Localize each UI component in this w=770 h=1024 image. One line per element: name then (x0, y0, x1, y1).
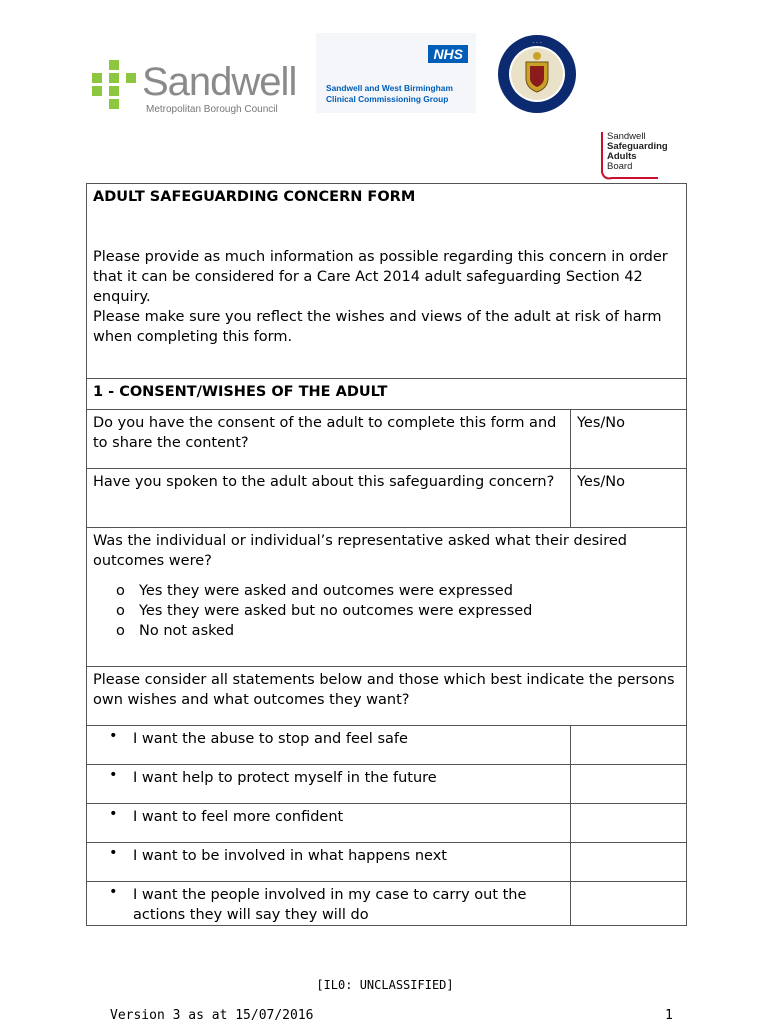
spoken-question-row (87, 469, 687, 528)
outcome-option[interactable] (93, 581, 680, 601)
statement-check-cell[interactable] (570, 882, 686, 926)
nhs-badge: NHS (428, 45, 468, 63)
spoken-question: Have you spoken to the adult about this safeguarding concern? (93, 474, 555, 490)
sandwell-council-logo (92, 60, 307, 120)
section-1-heading: 1 - CONSENT/WISHES OF THE ADULT (93, 384, 388, 400)
statement-row (87, 765, 687, 804)
intro-row (87, 184, 687, 379)
bullet-icon: • (109, 845, 118, 861)
nhs-ccg-logo (316, 33, 476, 113)
sab-logo-text (607, 132, 668, 172)
form-title: ADULT SAFEGUARDING CONCERN FORM (93, 189, 416, 205)
intro-paragraph-2: Please make sure you reflect the wishes and views of the adult at risk of harm when completing this form. (93, 309, 662, 345)
wishes-intro-row (87, 667, 687, 726)
statement-check-cell[interactable] (570, 765, 686, 804)
version-label: Version 3 as at 15/07/2016 (110, 1008, 314, 1023)
statement-text: I want the abuse to stop and feel safe (133, 731, 408, 747)
consent-answer-field[interactable]: Yes/No (576, 415, 625, 431)
outcomes-question-row (87, 528, 687, 667)
option-marker-icon: o (116, 583, 125, 599)
sab-line2: Safeguarding (607, 141, 668, 152)
statement-text: I want to be involved in what happens next (133, 848, 447, 864)
sandwell-grid-icon (92, 60, 136, 112)
sab-line3: Adults (607, 151, 637, 162)
statement-row (87, 843, 687, 882)
concern-form-table (86, 183, 687, 926)
statement-check-cell[interactable] (570, 726, 686, 765)
west-midlands-police-crest-icon (497, 34, 577, 114)
option-label: Yes they were asked but no outcomes were expressed (139, 603, 533, 619)
outcomes-question: Was the individual or individual’s representative asked what their desired outcomes were? (93, 533, 627, 569)
outcome-option[interactable] (93, 601, 680, 621)
option-marker-icon: o (116, 623, 125, 639)
statement-text: I want to feel more confident (133, 809, 344, 825)
sandwell-logo-subtitle: Metropolitan Borough Council (146, 104, 278, 115)
intro-paragraph-1: Please provide as much information as possible regarding this concern in order that it can be considered for a Care Act 2014 adult safeguarding Section 42 enquiry. (93, 249, 668, 305)
bullet-icon: • (109, 728, 118, 744)
statement-row (87, 804, 687, 843)
outcomes-options (93, 581, 680, 641)
statement-row (87, 882, 687, 926)
spoken-answer-field[interactable]: Yes/No (576, 474, 625, 490)
sandwell-logo-name: Sandwell (142, 60, 297, 104)
sab-line1: Sandwell (607, 131, 646, 142)
option-label: No not asked (139, 623, 235, 639)
svg-text:· · ·: · · · (532, 40, 542, 47)
bullet-icon: • (109, 806, 118, 822)
wishes-instruction: Please consider all statements below and those which best indicate the persons own wishes and what outcomes they want? (93, 672, 675, 708)
bullet-icon: • (109, 767, 118, 783)
option-label: Yes they were asked and outcomes were expressed (139, 583, 513, 599)
option-marker-icon: o (116, 603, 125, 619)
bullet-icon: • (109, 884, 118, 900)
safeguarding-adults-board-logo (600, 130, 680, 184)
nhs-line1: Sandwell and West Birmingham (326, 83, 453, 93)
statement-check-cell[interactable] (570, 843, 686, 882)
nhs-line2: Clinical Commissioning Group (326, 94, 449, 104)
nhs-ccg-name (326, 83, 453, 105)
statement-text: I want help to protect myself in the future (133, 770, 437, 786)
outcome-option[interactable] (93, 621, 680, 641)
section-heading-row (87, 379, 687, 410)
sab-line4: Board (607, 161, 633, 172)
statement-row (87, 726, 687, 765)
statement-check-cell[interactable] (570, 804, 686, 843)
consent-question: Do you have the consent of the adult to complete this form and to share the content? (93, 415, 557, 451)
page-number: 1 (665, 1008, 673, 1023)
statement-text: I want the people involved in my case to carry out the actions they will say they will do (133, 887, 527, 923)
classification-label: [IL0: UNCLASSIFIED] (316, 978, 454, 992)
consent-question-row (87, 410, 687, 469)
